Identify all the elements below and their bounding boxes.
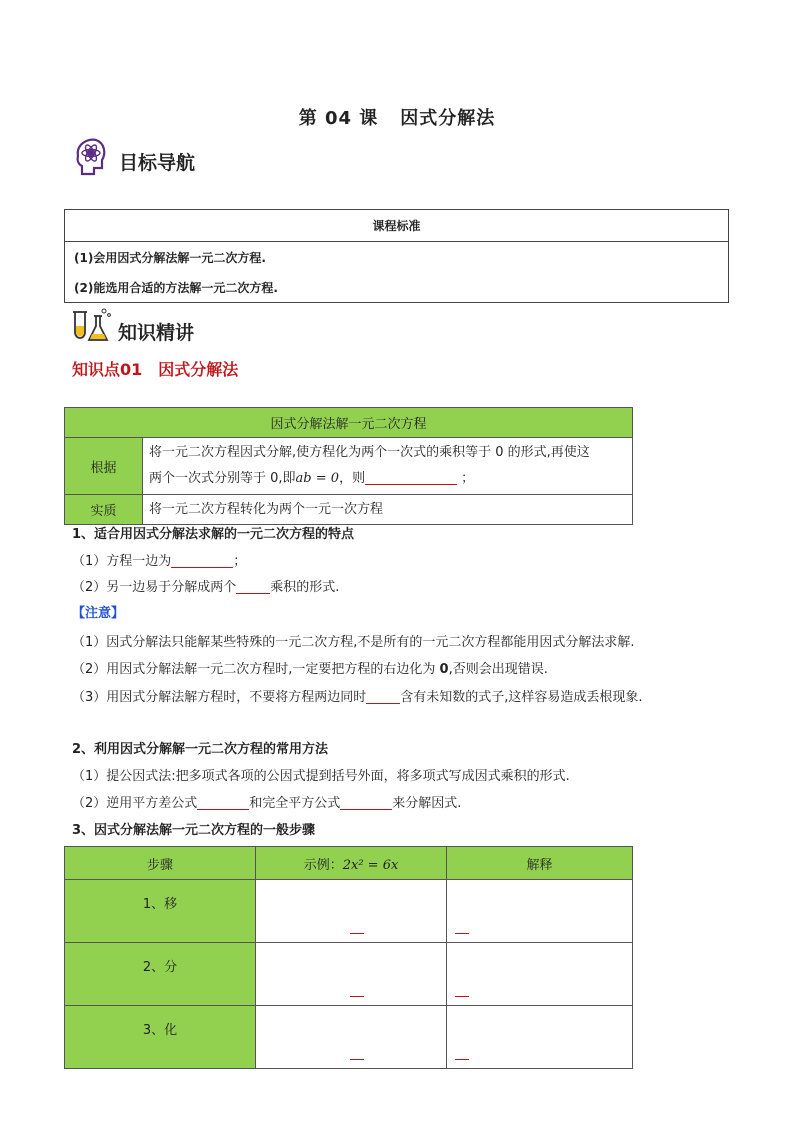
answer-blank[interactable] (236, 578, 270, 594)
answer-blank[interactable] (365, 469, 457, 485)
brain-head-icon (72, 136, 108, 176)
table-header: 课程标准 (65, 210, 729, 242)
section-knowledge-heading: 知识精讲 (118, 322, 195, 344)
section-goal-heading: 目标导航 (119, 152, 196, 174)
table-row (65, 880, 633, 943)
essence-text: 将一元二次方程转化为两个一元一次方程 (143, 495, 633, 525)
answer-blank[interactable] (171, 552, 233, 568)
answer-blank[interactable] (197, 794, 249, 810)
col-header-step: 步骤 (65, 847, 256, 880)
formula-ab-zero: ab = 0 (295, 471, 340, 486)
features-title: 1、适合用因式分解法求解的一元二次方程的特点 (72, 527, 355, 542)
methods-title: 2、利用因式分解解一元二次方程的常用方法 (72, 742, 329, 757)
attention-item-3: （3）用因式分解法解方程时，不要将方程两边同时 含有未知数的式子,这样容易造成丢根现象. (72, 690, 643, 705)
concept-table-header: 因式分解法解一元二次方程 (65, 408, 633, 438)
basis-text: 将一元二次方程因式分解,使方程化为两个一次式的乘积等于 0 的形式,再使这 两个一次式分别等于 0,即ab = 0，则 ； (143, 438, 633, 495)
steps-title: 3、因式分解法解一元二次方程的一般步骤 (72, 823, 316, 838)
answer-blank[interactable] (340, 794, 392, 810)
step-label: 1、移 (65, 880, 256, 943)
standard-row-2: (2)能选用合适的方法解一元二次方程. (65, 272, 729, 303)
step-label: 3、化 (65, 1006, 256, 1069)
steps-table (64, 846, 633, 1069)
basis-label: 根据 (65, 438, 143, 495)
concept-table (64, 407, 633, 525)
standard-row-1: (1)会用因式分解法解一元二次方程. (65, 242, 729, 273)
course-standard-table (64, 209, 729, 303)
explain-cell[interactable] (447, 943, 633, 1006)
knowledge-point-heading: 知识点01 因式分解法 (72, 360, 239, 379)
table-row (65, 1006, 633, 1069)
feature-item-2: （2）另一边易于分解成两个 乘积的形式. (72, 580, 340, 595)
col-header-explain: 解释 (447, 847, 633, 880)
example-cell[interactable] (256, 880, 447, 943)
attention-label: 【注意】 (72, 606, 125, 621)
essence-label: 实质 (65, 495, 143, 525)
col-header-example: 示例：2x² = 6x (256, 847, 447, 880)
attention-item-1: （1）因式分解法只能解某些特殊的一元二次方程,不是所有的一元二次方程都能用因式分解法求解. (72, 635, 635, 650)
lab-flask-icon (70, 306, 112, 346)
attention-item-2: （2）用因式分解法解一元二次方程时,一定要把方程的右边化为 0,否则会出现错误. (72, 662, 548, 677)
answer-blank[interactable] (366, 688, 400, 704)
feature-item-1: （1）方程一边为 ； (72, 554, 247, 569)
explain-cell[interactable] (447, 880, 633, 943)
step-label: 2、分 (65, 943, 256, 1006)
page-title: 第 04 课 因式分解法 (298, 108, 496, 129)
example-cell[interactable] (256, 943, 447, 1006)
explain-cell[interactable] (447, 1006, 633, 1069)
method-item-1: （1）提公因式法:把多项式各项的公因式提到括号外面，将多项式写成因式乘积的形式. (72, 769, 570, 784)
table-row (65, 943, 633, 1006)
method-item-2: （2）逆用平方差公式 和完全平方公式 来分解因式. (72, 796, 462, 811)
example-cell[interactable] (256, 1006, 447, 1069)
